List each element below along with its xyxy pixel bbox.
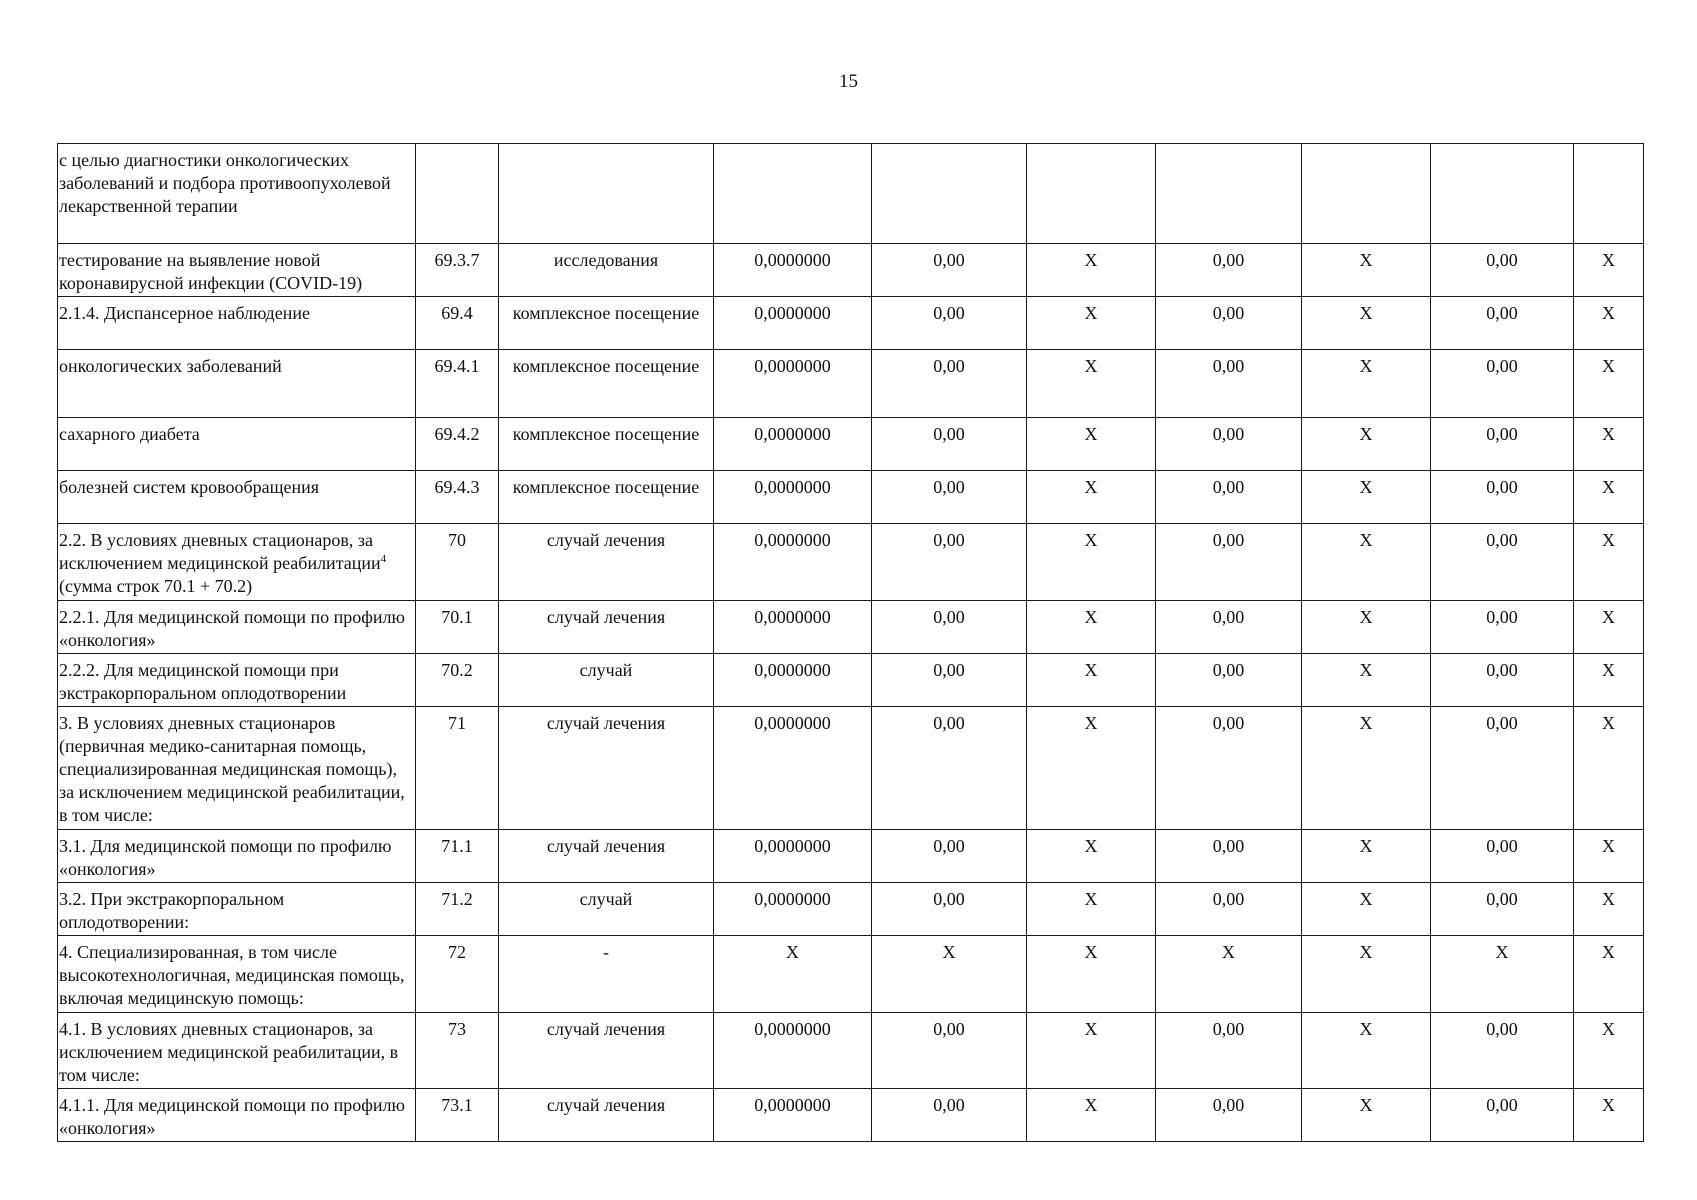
value-cell-8: Х <box>1302 707 1431 830</box>
row-unit-cell: комплексное посещение <box>499 297 714 350</box>
value-cell-8: Х <box>1302 1013 1431 1089</box>
value-cell-10: Х <box>1574 936 1644 1013</box>
row-unit-cell: случай лечения <box>499 601 714 654</box>
value-cell-8: Х <box>1302 524 1431 601</box>
row-name-text: 2.2.1. Для медицинской помощи по профилю «онкология» <box>59 607 405 650</box>
value-cell-4: 0,0000000 <box>714 707 872 830</box>
value-cell-8: Х <box>1302 936 1431 1013</box>
value-cell-9: 0,00 <box>1431 654 1574 707</box>
value-cell-10: Х <box>1574 418 1644 471</box>
row-unit-cell: случай <box>499 883 714 936</box>
value-cell-4: 0,0000000 <box>714 654 872 707</box>
value-cell-10: Х <box>1574 350 1644 418</box>
row-unit-cell: случай лечения <box>499 707 714 830</box>
value-cell-4: 0,0000000 <box>714 244 872 297</box>
row-unit-cell: случай лечения <box>499 830 714 883</box>
value-cell-8: Х <box>1302 471 1431 524</box>
value-cell-4: 0,0000000 <box>714 830 872 883</box>
row-unit-cell: комплексное посещение <box>499 418 714 471</box>
value-cell-8 <box>1302 144 1431 244</box>
value-cell-6: Х <box>1027 601 1156 654</box>
value-cell-5: 0,00 <box>872 297 1027 350</box>
row-name-cell <box>58 883 416 936</box>
value-cell-5: 0,00 <box>872 654 1027 707</box>
row-unit-cell: случай <box>499 654 714 707</box>
row-unit-cell: исследования <box>499 244 714 297</box>
row-code-cell: 71 <box>416 707 499 830</box>
value-cell-8: Х <box>1302 883 1431 936</box>
row-name-cell <box>58 144 416 244</box>
value-cell-7: 0,00 <box>1156 244 1302 297</box>
value-cell-4: 0,0000000 <box>714 883 872 936</box>
row-name-text: болезней систем кровообращения <box>59 477 319 497</box>
row-name-text: с целью диагностики онкологических заболеваний и подбора противоопухолевой лекарственной терапии <box>59 150 391 216</box>
value-cell-6: Х <box>1027 936 1156 1013</box>
value-cell-8: Х <box>1302 1089 1431 1142</box>
row-code-cell: 71.1 <box>416 830 499 883</box>
value-cell-5: 0,00 <box>872 1089 1027 1142</box>
row-code-cell: 69.4 <box>416 297 499 350</box>
value-cell-9: 0,00 <box>1431 244 1574 297</box>
value-cell-8: Х <box>1302 244 1431 297</box>
value-cell-8: Х <box>1302 297 1431 350</box>
row-name-text: 4. Специализированная, в том числе высокотехнологичная, медицинская помощь, включая медицинскую помощь: <box>59 942 405 1008</box>
value-cell-7 <box>1156 144 1302 244</box>
footnote-marker: 4 <box>380 553 387 565</box>
value-cell-6: Х <box>1027 707 1156 830</box>
row-name-text: тестирование на выявление новой коронавирусной инфекции (COVID-19) <box>59 250 363 293</box>
value-cell-8: Х <box>1302 350 1431 418</box>
value-cell-4: 0,0000000 <box>714 524 872 601</box>
table-row <box>58 707 1644 830</box>
row-code-cell: 71.2 <box>416 883 499 936</box>
value-cell-5: 0,00 <box>872 471 1027 524</box>
value-cell-6: Х <box>1027 654 1156 707</box>
row-name-cell <box>58 707 416 830</box>
value-cell-7: 0,00 <box>1156 471 1302 524</box>
value-cell-10: Х <box>1574 883 1644 936</box>
row-code-cell: 69.4.3 <box>416 471 499 524</box>
value-cell-6: Х <box>1027 297 1156 350</box>
row-name-text: 3.2. При экстракорпоральном оплодотворении: <box>59 889 285 932</box>
value-cell-5: Х <box>872 936 1027 1013</box>
row-name-text: 4.1. В условиях дневных стационаров, за исключением медицинской реабилитации, в том числе: <box>59 1019 399 1085</box>
value-cell-6: Х <box>1027 830 1156 883</box>
value-cell-4 <box>714 144 872 244</box>
table-row <box>58 524 1644 601</box>
row-name-cell <box>58 1013 416 1089</box>
data-table <box>57 143 1644 1142</box>
row-code-cell: 73.1 <box>416 1089 499 1142</box>
table-row <box>58 601 1644 654</box>
value-cell-9: 0,00 <box>1431 830 1574 883</box>
table-row <box>58 244 1644 297</box>
value-cell-10: Х <box>1574 707 1644 830</box>
value-cell-9: 0,00 <box>1431 350 1574 418</box>
table-row <box>58 1089 1644 1142</box>
value-cell-5: 0,00 <box>872 707 1027 830</box>
value-cell-9: 0,00 <box>1431 707 1574 830</box>
row-name-text: сахарного диабета <box>59 424 200 444</box>
table-row <box>58 297 1644 350</box>
table-row <box>58 654 1644 707</box>
value-cell-9: 0,00 <box>1431 524 1574 601</box>
page-number: 15 <box>839 71 858 92</box>
value-cell-6: Х <box>1027 418 1156 471</box>
value-cell-8: Х <box>1302 830 1431 883</box>
value-cell-7: 0,00 <box>1156 297 1302 350</box>
value-cell-6: Х <box>1027 471 1156 524</box>
row-unit-cell: случай лечения <box>499 1013 714 1089</box>
value-cell-5: 0,00 <box>872 883 1027 936</box>
value-cell-7: 0,00 <box>1156 830 1302 883</box>
value-cell-6: Х <box>1027 1089 1156 1142</box>
value-cell-10: Х <box>1574 524 1644 601</box>
value-cell-4: 0,0000000 <box>714 297 872 350</box>
value-cell-6: Х <box>1027 524 1156 601</box>
value-cell-4: 0,0000000 <box>714 471 872 524</box>
row-code-cell: 69.3.7 <box>416 244 499 297</box>
row-name-text: 2.2. В условиях дневных стационаров, за исключением медицинской реабилитации <box>59 530 381 573</box>
value-cell-6: Х <box>1027 350 1156 418</box>
row-name-cell <box>58 1089 416 1142</box>
value-cell-10: Х <box>1574 297 1644 350</box>
value-cell-7: 0,00 <box>1156 524 1302 601</box>
value-cell-10: Х <box>1574 1089 1644 1142</box>
value-cell-6: Х <box>1027 244 1156 297</box>
table-row <box>58 1013 1644 1089</box>
value-cell-7: 0,00 <box>1156 418 1302 471</box>
value-cell-4: 0,0000000 <box>714 350 872 418</box>
value-cell-9 <box>1431 144 1574 244</box>
value-cell-6: Х <box>1027 1013 1156 1089</box>
row-name-cell <box>58 350 416 418</box>
row-name-cell <box>58 244 416 297</box>
row-code-cell: 69.4.1 <box>416 350 499 418</box>
row-unit-cell: комплексное посещение <box>499 350 714 418</box>
value-cell-10: Х <box>1574 830 1644 883</box>
row-unit-cell: случай лечения <box>499 524 714 601</box>
row-name-text: 3. В условиях дневных стационаров (первичная медико-санитарная помощь, специализированная медицинская помощь), за исключением медицинской реабилитации, в том числе: <box>59 713 405 825</box>
value-cell-7: 0,00 <box>1156 601 1302 654</box>
value-cell-9: 0,00 <box>1431 297 1574 350</box>
row-unit-cell: комплексное посещение <box>499 471 714 524</box>
row-name-text: 2.2.2. Для медицинской помощи при экстракорпоральном оплодотворении <box>59 660 347 703</box>
value-cell-7: 0,00 <box>1156 1013 1302 1089</box>
table-row <box>58 471 1644 524</box>
table-row <box>58 830 1644 883</box>
row-name-cell <box>58 418 416 471</box>
table-row <box>58 350 1644 418</box>
value-cell-9: 0,00 <box>1431 418 1574 471</box>
value-cell-9: 0,00 <box>1431 471 1574 524</box>
row-name-cell <box>58 936 416 1013</box>
value-cell-8: Х <box>1302 601 1431 654</box>
row-name-cell <box>58 471 416 524</box>
table-row <box>58 418 1644 471</box>
row-name-text: 3.1. Для медицинской помощи по профилю «онкология» <box>59 836 392 879</box>
value-cell-9: 0,00 <box>1431 601 1574 654</box>
value-cell-5: 0,00 <box>872 601 1027 654</box>
value-cell-5: 0,00 <box>872 418 1027 471</box>
value-cell-6 <box>1027 144 1156 244</box>
value-cell-7: 0,00 <box>1156 350 1302 418</box>
row-name-cell <box>58 830 416 883</box>
value-cell-5 <box>872 144 1027 244</box>
value-cell-9: 0,00 <box>1431 883 1574 936</box>
value-cell-5: 0,00 <box>872 524 1027 601</box>
row-name-text: 2.1.4. Диспансерное наблюдение <box>59 303 310 323</box>
value-cell-4: 0,0000000 <box>714 1013 872 1089</box>
value-cell-6: Х <box>1027 883 1156 936</box>
value-cell-7: 0,00 <box>1156 707 1302 830</box>
row-code-cell: 70.2 <box>416 654 499 707</box>
row-code-cell <box>416 144 499 244</box>
row-unit-cell: - <box>499 936 714 1013</box>
row-name-tail: (сумма строк 70.1 + 70.2) <box>59 576 253 596</box>
value-cell-8: Х <box>1302 654 1431 707</box>
value-cell-10: Х <box>1574 244 1644 297</box>
value-cell-9: Х <box>1431 936 1574 1013</box>
value-cell-7: 0,00 <box>1156 654 1302 707</box>
row-code-cell: 69.4.2 <box>416 418 499 471</box>
value-cell-4: 0,0000000 <box>714 418 872 471</box>
row-name-cell <box>58 654 416 707</box>
row-unit-cell <box>499 144 714 244</box>
value-cell-5: 0,00 <box>872 830 1027 883</box>
table-row <box>58 883 1644 936</box>
value-cell-10: Х <box>1574 471 1644 524</box>
row-name-text: онкологических заболеваний <box>59 356 282 376</box>
value-cell-10 <box>1574 144 1644 244</box>
row-code-cell: 70.1 <box>416 601 499 654</box>
value-cell-9: 0,00 <box>1431 1013 1574 1089</box>
value-cell-5: 0,00 <box>872 350 1027 418</box>
table-row <box>58 936 1644 1013</box>
value-cell-10: Х <box>1574 654 1644 707</box>
row-name-text: 4.1.1. Для медицинской помощи по профилю «онкология» <box>59 1095 405 1138</box>
value-cell-5: 0,00 <box>872 244 1027 297</box>
value-cell-7: Х <box>1156 936 1302 1013</box>
value-cell-10: Х <box>1574 1013 1644 1089</box>
value-cell-5: 0,00 <box>872 1013 1027 1089</box>
row-name-cell <box>58 601 416 654</box>
value-cell-7: 0,00 <box>1156 1089 1302 1142</box>
row-unit-cell: случай лечения <box>499 1089 714 1142</box>
row-name-cell <box>58 297 416 350</box>
value-cell-8: Х <box>1302 418 1431 471</box>
table-body <box>58 144 1644 1142</box>
value-cell-10: Х <box>1574 601 1644 654</box>
row-name-cell <box>58 524 416 601</box>
value-cell-4: 0,0000000 <box>714 1089 872 1142</box>
value-cell-7: 0,00 <box>1156 883 1302 936</box>
row-code-cell: 73 <box>416 1013 499 1089</box>
value-cell-4: 0,0000000 <box>714 601 872 654</box>
table-row <box>58 144 1644 244</box>
value-cell-9: 0,00 <box>1431 1089 1574 1142</box>
row-code-cell: 72 <box>416 936 499 1013</box>
row-code-cell: 70 <box>416 524 499 601</box>
value-cell-4: Х <box>714 936 872 1013</box>
